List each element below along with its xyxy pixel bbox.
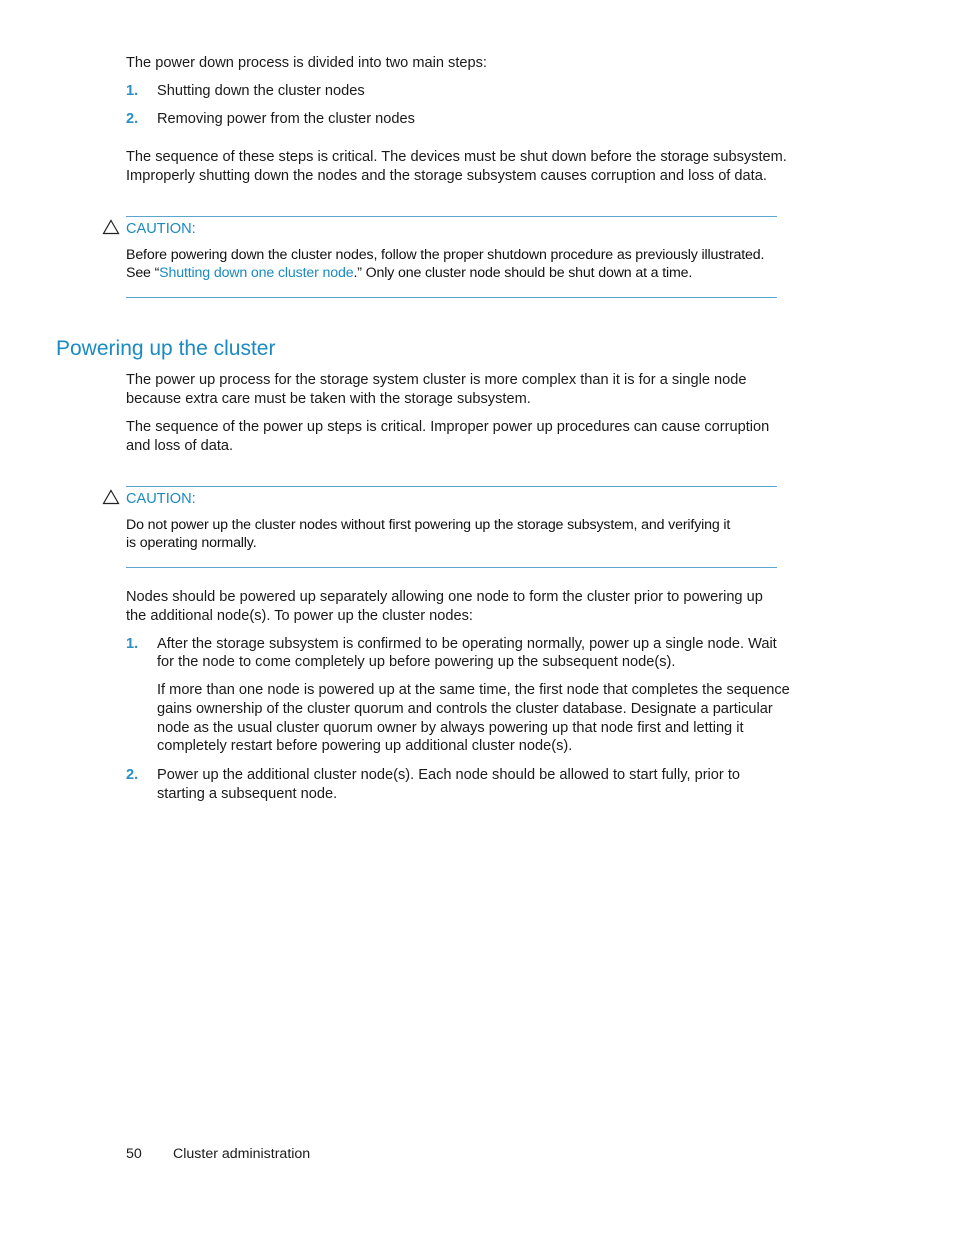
power-up-sequence-line: The sequence of the power up steps is critical. Improper power up procedures can cause corruption (126, 419, 770, 435)
procedure-intro-line: the additional node(s). To power up the cluster nodes: (126, 608, 473, 624)
step-text-line: After the storage subsystem is confirmed to be operating normally, power up a single node. Wait (157, 636, 777, 652)
procedure-intro-line: Nodes should be powered up separately allowing one node to form the cluster prior to powering up (126, 589, 763, 605)
step-text-line: starting a subsequent node. (157, 786, 338, 802)
step-note-line: node as the usual cluster quorum owner by always powering up that node first and letting it (157, 720, 744, 736)
caution-text-suffix: .” Only one cluster node should be shut down at a time. (353, 265, 693, 281)
section-heading: Powering up the cluster (56, 337, 276, 360)
caution-title: CAUTION: (126, 221, 196, 237)
power-up-sequence-line: and loss of data. (126, 438, 234, 454)
step-note-line: completely restart before powering up additional cluster node(s). (157, 738, 573, 754)
caution-text-line: Before powering down the cluster nodes, follow the proper shutdown procedure as previously illustrated. (126, 247, 765, 263)
sequence-paragraph-line: Improperly shutting down the nodes and the storage subsystem causes corruption and loss of data. (126, 168, 767, 184)
caution-bottom-rule (126, 297, 777, 298)
chapter-title: Cluster administration (173, 1146, 311, 1162)
power-up-paragraph-line: The power up process for the storage system cluster is more complex than it is for a single node (126, 372, 747, 388)
list-item: Shutting down the cluster nodes (157, 83, 365, 99)
caution-text-line: is operating normally. (126, 535, 257, 551)
step-note-line: If more than one node is powered up at the same time, the first node that completes the sequence (157, 682, 790, 698)
caution-text-prefix: See “ (126, 265, 160, 281)
caution-top-rule (126, 486, 777, 487)
caution-bottom-rule (126, 567, 777, 568)
list-item-number: 1. (126, 636, 139, 652)
caution-title: CAUTION: (126, 491, 196, 507)
warning-triangle-icon (102, 219, 120, 235)
step-note-line: gains ownership of the cluster quorum and controls the cluster database. Designate a particular (157, 701, 773, 717)
list-item-number: 2. (126, 111, 139, 127)
list-item: Removing power from the cluster nodes (157, 111, 415, 127)
power-up-paragraph-line: because extra care must be taken with the storage subsystem. (126, 391, 531, 407)
shutting-down-node-link[interactable]: Shutting down one cluster node (159, 265, 354, 281)
caution-top-rule (126, 216, 777, 217)
step-text-line: Power up the additional cluster node(s). Each node should be allowed to start fully, prior to (157, 767, 741, 783)
list-item-number: 1. (126, 83, 139, 99)
list-item-number: 2. (126, 767, 139, 783)
caution-text-line (126, 264, 692, 282)
intro-paragraph: The power down process is divided into two main steps: (126, 55, 487, 71)
warning-triangle-icon (102, 489, 120, 505)
sequence-paragraph-line: The sequence of these steps is critical. The devices must be shut down before the storage subsystem. (126, 149, 787, 165)
step-text-line: for the node to come completely up before powering up the subsequent node(s). (157, 654, 676, 670)
caution-text-line: Do not power up the cluster nodes without first powering up the storage subsystem, and verifying it (126, 517, 731, 533)
page-number: 50 (126, 1146, 142, 1162)
